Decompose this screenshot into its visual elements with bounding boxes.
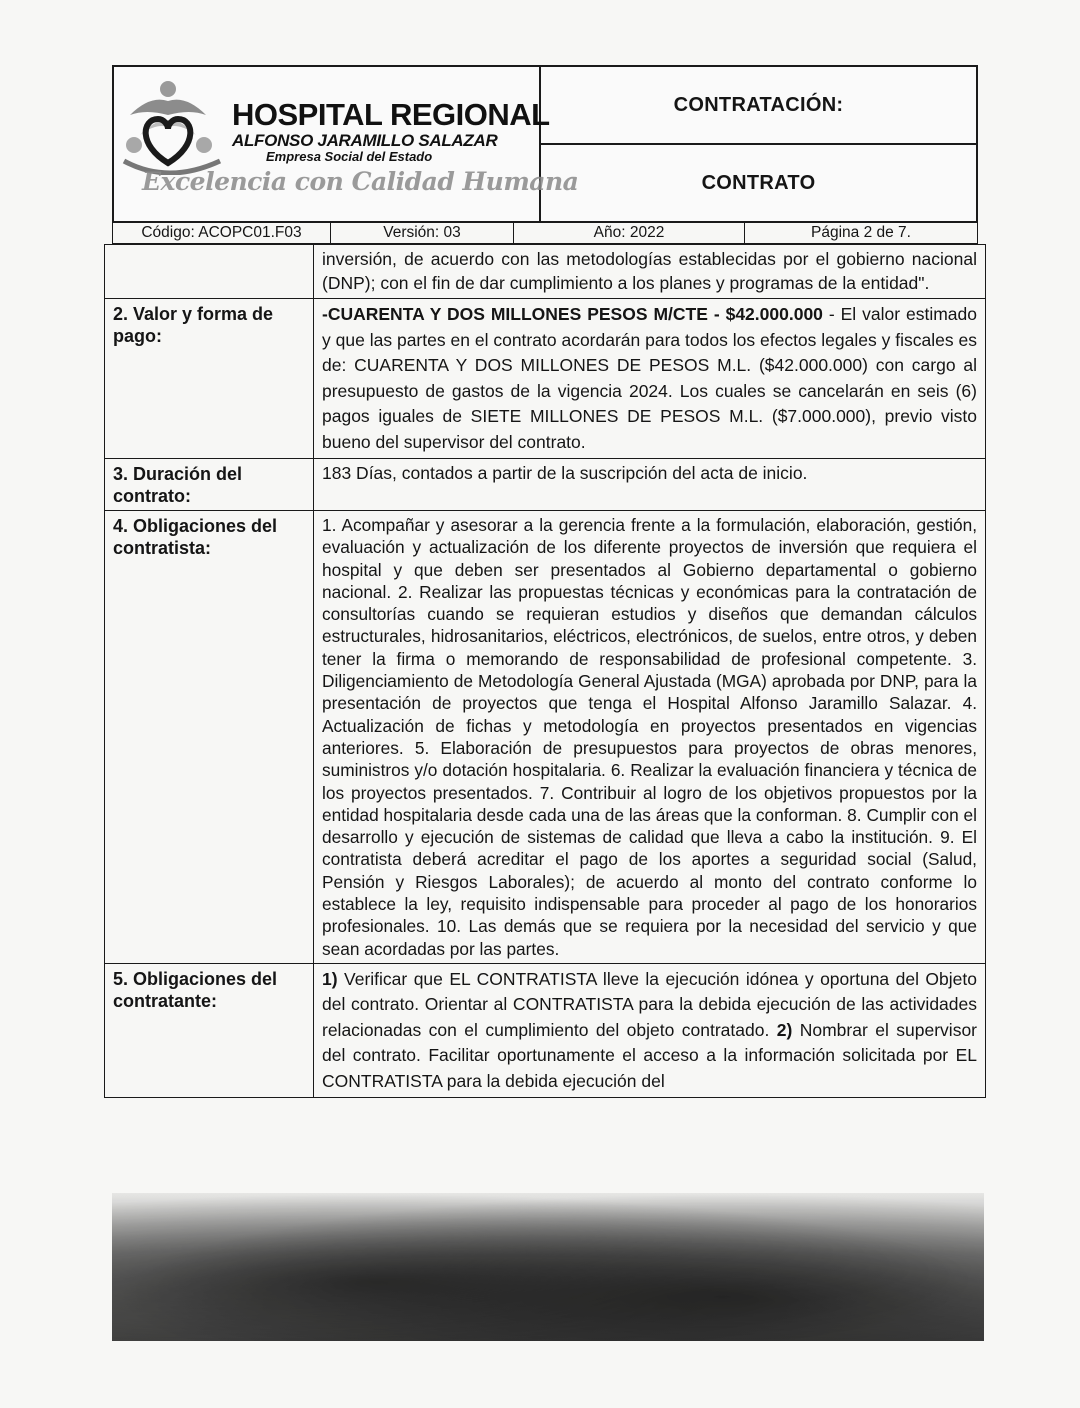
row-label	[105, 245, 314, 299]
payment-amount: -CUARENTA Y DOS MILLONES PESOS M/CTE - $42.000.000	[322, 304, 823, 324]
page-number: Página 2 de 7.	[811, 224, 911, 241]
row-label: 3. Duración del contrato:	[105, 459, 314, 511]
row-text: 183 Días, contados a partir de la suscripción del acta de inicio.	[314, 459, 986, 511]
row-label: 5. Obligaciones del contratante:	[105, 963, 314, 1098]
row-label: 4. Obligaciones del contratista:	[105, 511, 314, 964]
item-number: 1)	[322, 968, 338, 989]
table-row	[105, 963, 986, 1098]
item-text: Verificar que EL CONTRATISTA lleve la ejecución idónea y oportuna del Objeto del contrato. Orientar al CONTRATISTA para la debida ejecución de las actividades relacionadas con el cumplimiento del objeto contratado.	[322, 968, 977, 1040]
contract-table	[104, 244, 986, 1098]
table-row	[105, 245, 986, 299]
document-code-row	[112, 223, 978, 244]
row-text	[314, 963, 986, 1098]
hospital-logo	[114, 67, 579, 221]
table-row	[105, 511, 986, 964]
header-document-type: CONTRATO	[701, 171, 816, 194]
row-label: 2. Valor y forma de pago:	[105, 299, 314, 459]
document-header	[112, 65, 978, 223]
header-right	[541, 67, 976, 221]
logo-entity-type: Empresa Social del Estado	[266, 149, 433, 164]
document-code: Código: ACOPC01.F03	[113, 223, 331, 243]
hospital-emblem-icon	[120, 75, 230, 175]
logo-hospital-name: ALFONSO JARAMILLO SALAZAR	[232, 131, 498, 150]
item-text: Nombrar el supervisor del contrato. Facilitar oportunamente el acceso a la información solicitada por EL CONTRATISTA para la debida ejecución del	[322, 1019, 978, 1091]
logo-title: HOSPITAL REGIONAL	[232, 97, 550, 132]
document-version: Versión: 03	[331, 223, 514, 243]
item-number: 2)	[776, 1019, 793, 1040]
row-text: inversión, de acuerdo con las metodologías establecidas por el gobierno nacional (DNP); con el fin de dar cumplimiento a los planes y programas de la entidad".	[314, 245, 986, 299]
row-text: 1. Acompañar y asesorar a la gerencia frente a la formulación, elaboración, gestión, evaluación y actualización de los diferente proyectos de inversión que requiera el hospital y que deben ser presentados al Gobierno departamental o gobierno nacional. 2. Realizar las propuestas técnicas y económicas para la contratación de consultorías cuando se requieran estudios y diseños que demandan cálculos estructurales, hidrosanitarios, eléctricos, electrónicos, de suelos, entre otros, y deben tener la firma o memorando de responsabilidad de profesional competente. 3. Diligenciamiento de Metodología General Ajustada (MGA) aprobada por DNP, para la presentación de proyectos que tenga el Hospital Alfonso Jaramillo Salazar. 4. Actualización de fichas y metodología en proyectos presentados en vigencias anteriores. 5. Elaboración de presupuestos para proyectos de obras menores, suministros y/o dotación hospitalaria. 6. Realizar la evaluación financiera y técnica de los proyectos presentados. 7. Contribuir al logro de los objetivos propuestos por la entidad hospitalaria desde cada una de las áreas que la conforman. 8. Cumplir con el desarrollo y ejecución de sistemas de calidad que lleva a cabo la institución. 9. El contratista deberá acreditar el pago de los aportes a seguridad social (Salud, Pensión y Riesgos Laborales); de acuerdo al monto del contrato conforme lo establece la ley, requisito indispensable para proceder al pago de los honorarios profesionales. 10. Las demás que se requiera por la necesidad del servicio y que sean acordadas por las partes.	[314, 511, 986, 964]
header-section-title: CONTRATACIÓN:	[541, 67, 976, 145]
logo-slogan: Excelencia con Calidad Humana	[142, 167, 579, 196]
table-row	[105, 459, 986, 511]
row-text	[314, 299, 986, 459]
payment-description: - El valor estimado y que las partes en el contrato acordarán para todos los efectos legales y fiscales es de: CUARENTA Y DOS MILLONES DE PESOS M.L. ($42.000.000) con cargo al presupuesto de gastos de la vigencia 2024. Los cuales se cancelarán en seis (6) pagos iguales de SIETE MILLONES DE PESOS M.L. ($7.000.000), previo visto bueno del supervisor del contrato.	[322, 304, 977, 452]
scan-artifact	[112, 1193, 984, 1341]
table-row	[105, 299, 986, 459]
document-year: Año: 2022	[514, 223, 745, 243]
